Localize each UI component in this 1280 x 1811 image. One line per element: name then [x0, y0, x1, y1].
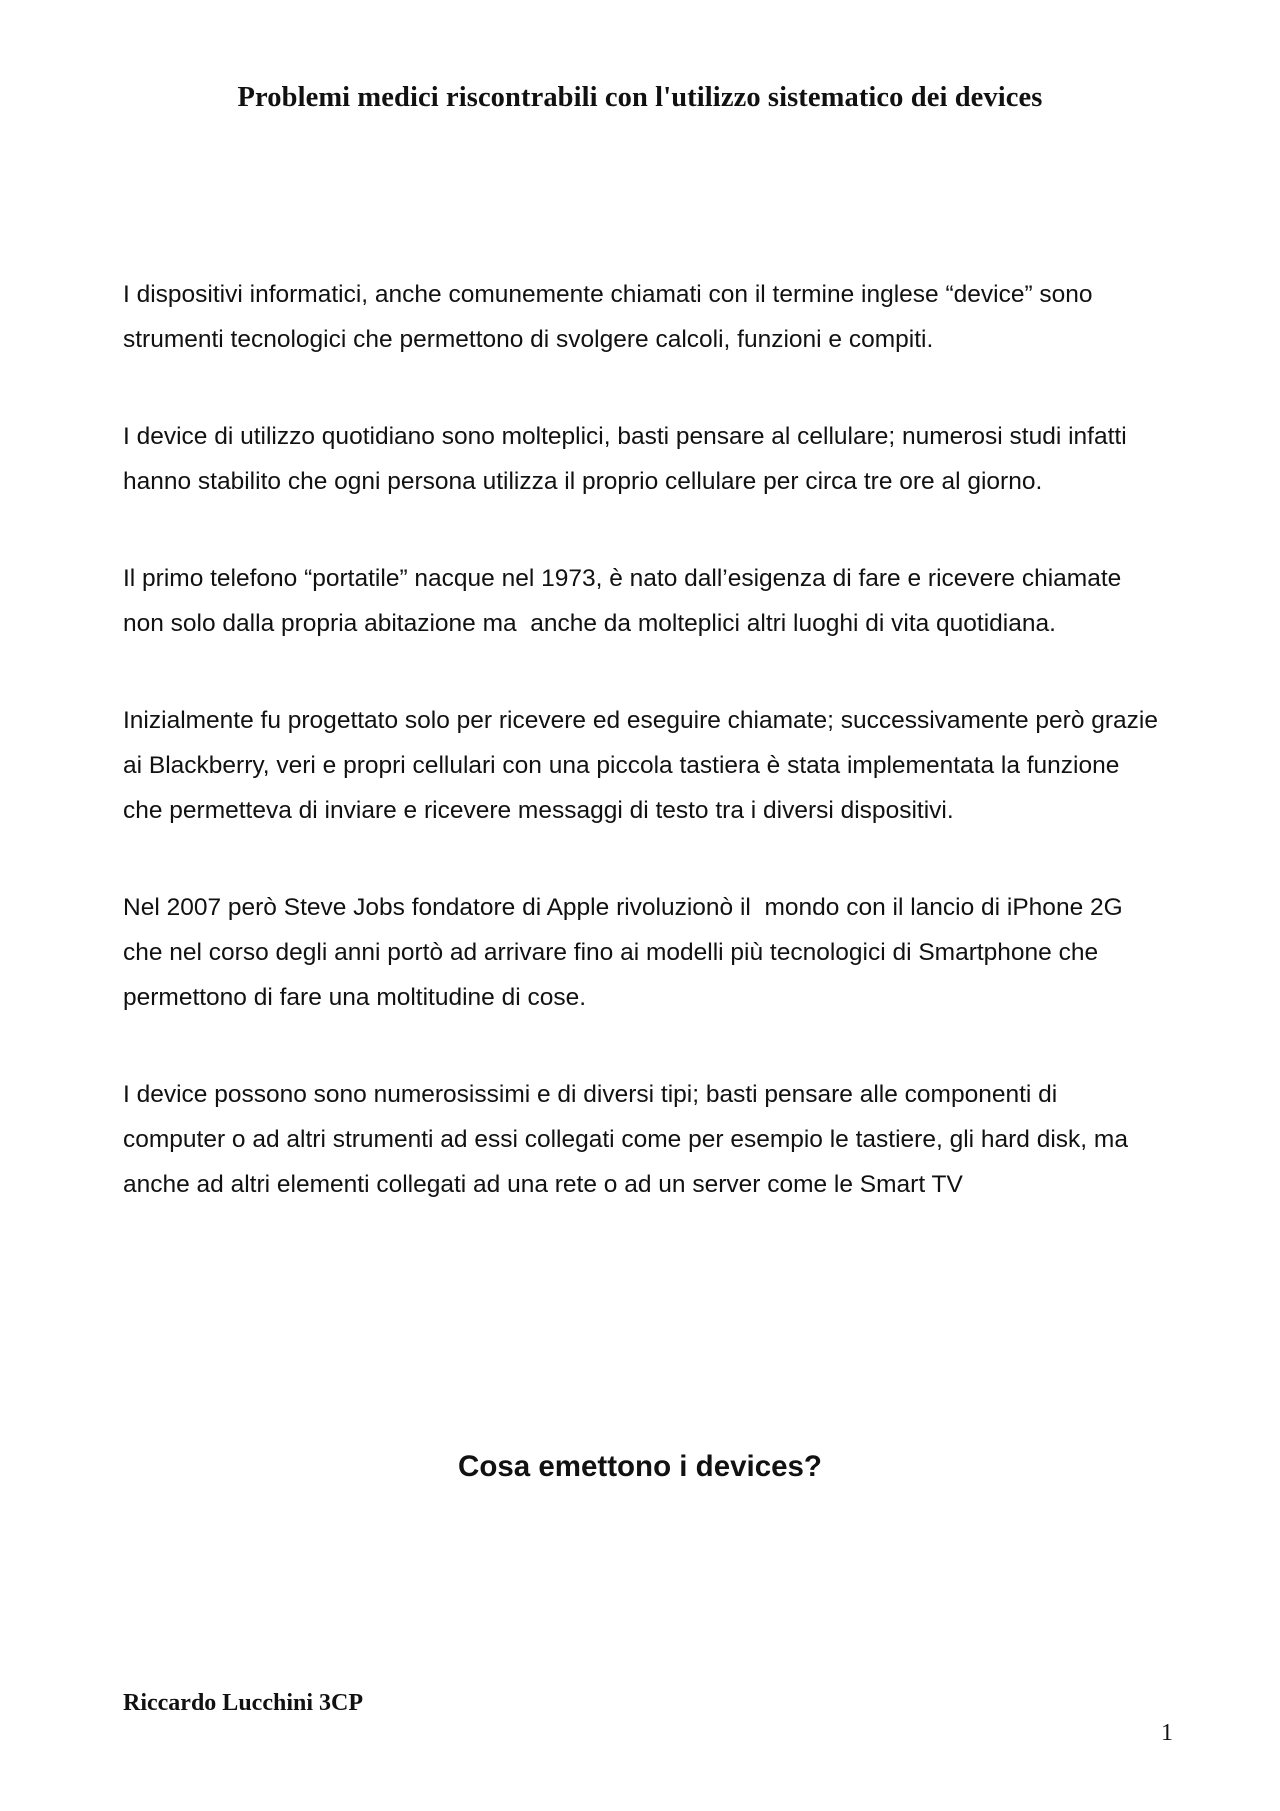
document-body — [123, 272, 1163, 1207]
section-heading: Cosa emettono i devices? — [458, 1450, 822, 1483]
paragraph-device-types: I device possono sono numerosissimi e di diversi tipi; basti pensare alle componenti di computer o ad altri strumenti ad essi collegati come per esempio le tastiere, gli hard disk, ma anche ad altri elementi collegati ad una rete o ad un server come le Smart TV — [123, 1081, 1135, 1198]
paragraph-device-definition: I dispositivi informatici, anche comunemente chiamati con il termine inglese “device” sono strumenti tecnologici che permettono di svolgere calcoli, funzioni e compiti. — [123, 281, 1100, 353]
paragraph-blackberry: Inizialmente fu progettato solo per ricevere ed eseguire chiamate; successivamente però grazie ai Blackberry, veri e propri cellulari con una piccola tastiera è stata implementata la funzione che permetteva di inviare e ricevere messaggi di testo tra i diversi dispositivi. — [123, 707, 1165, 824]
footer-author: Riccardo Lucchini 3CP — [123, 1690, 363, 1716]
paragraph-daily-use: I device di utilizzo quotidiano sono molteplici, basti pensare al cellulare; numerosi studi infatti hanno stabilito che ogni persona utilizza il proprio cellulare per circa tre ore al giorno. — [123, 423, 1134, 495]
paragraph-first-phone: Il primo telefono “portatile” nacque nel 1973, è nato dall’esigenza di fare e ricevere chiamate non solo dalla propria abitazione ma anche da molteplici altri luoghi di vita quotidiana. — [123, 565, 1129, 637]
paragraph-iphone: Nel 2007 però Steve Jobs fondatore di Apple rivoluzionò il mondo con il lancio di iPhone 2G che nel corso degli anni portò ad arrivare fino ai modelli più tecnologici di Smartphone che permettono di fare una moltitudine di cose. — [123, 894, 1130, 1011]
page-number: 1 — [1161, 1720, 1173, 1746]
document-title: Problemi medici riscontrabili con l'utilizzo sistematico dei devices — [237, 82, 1043, 113]
